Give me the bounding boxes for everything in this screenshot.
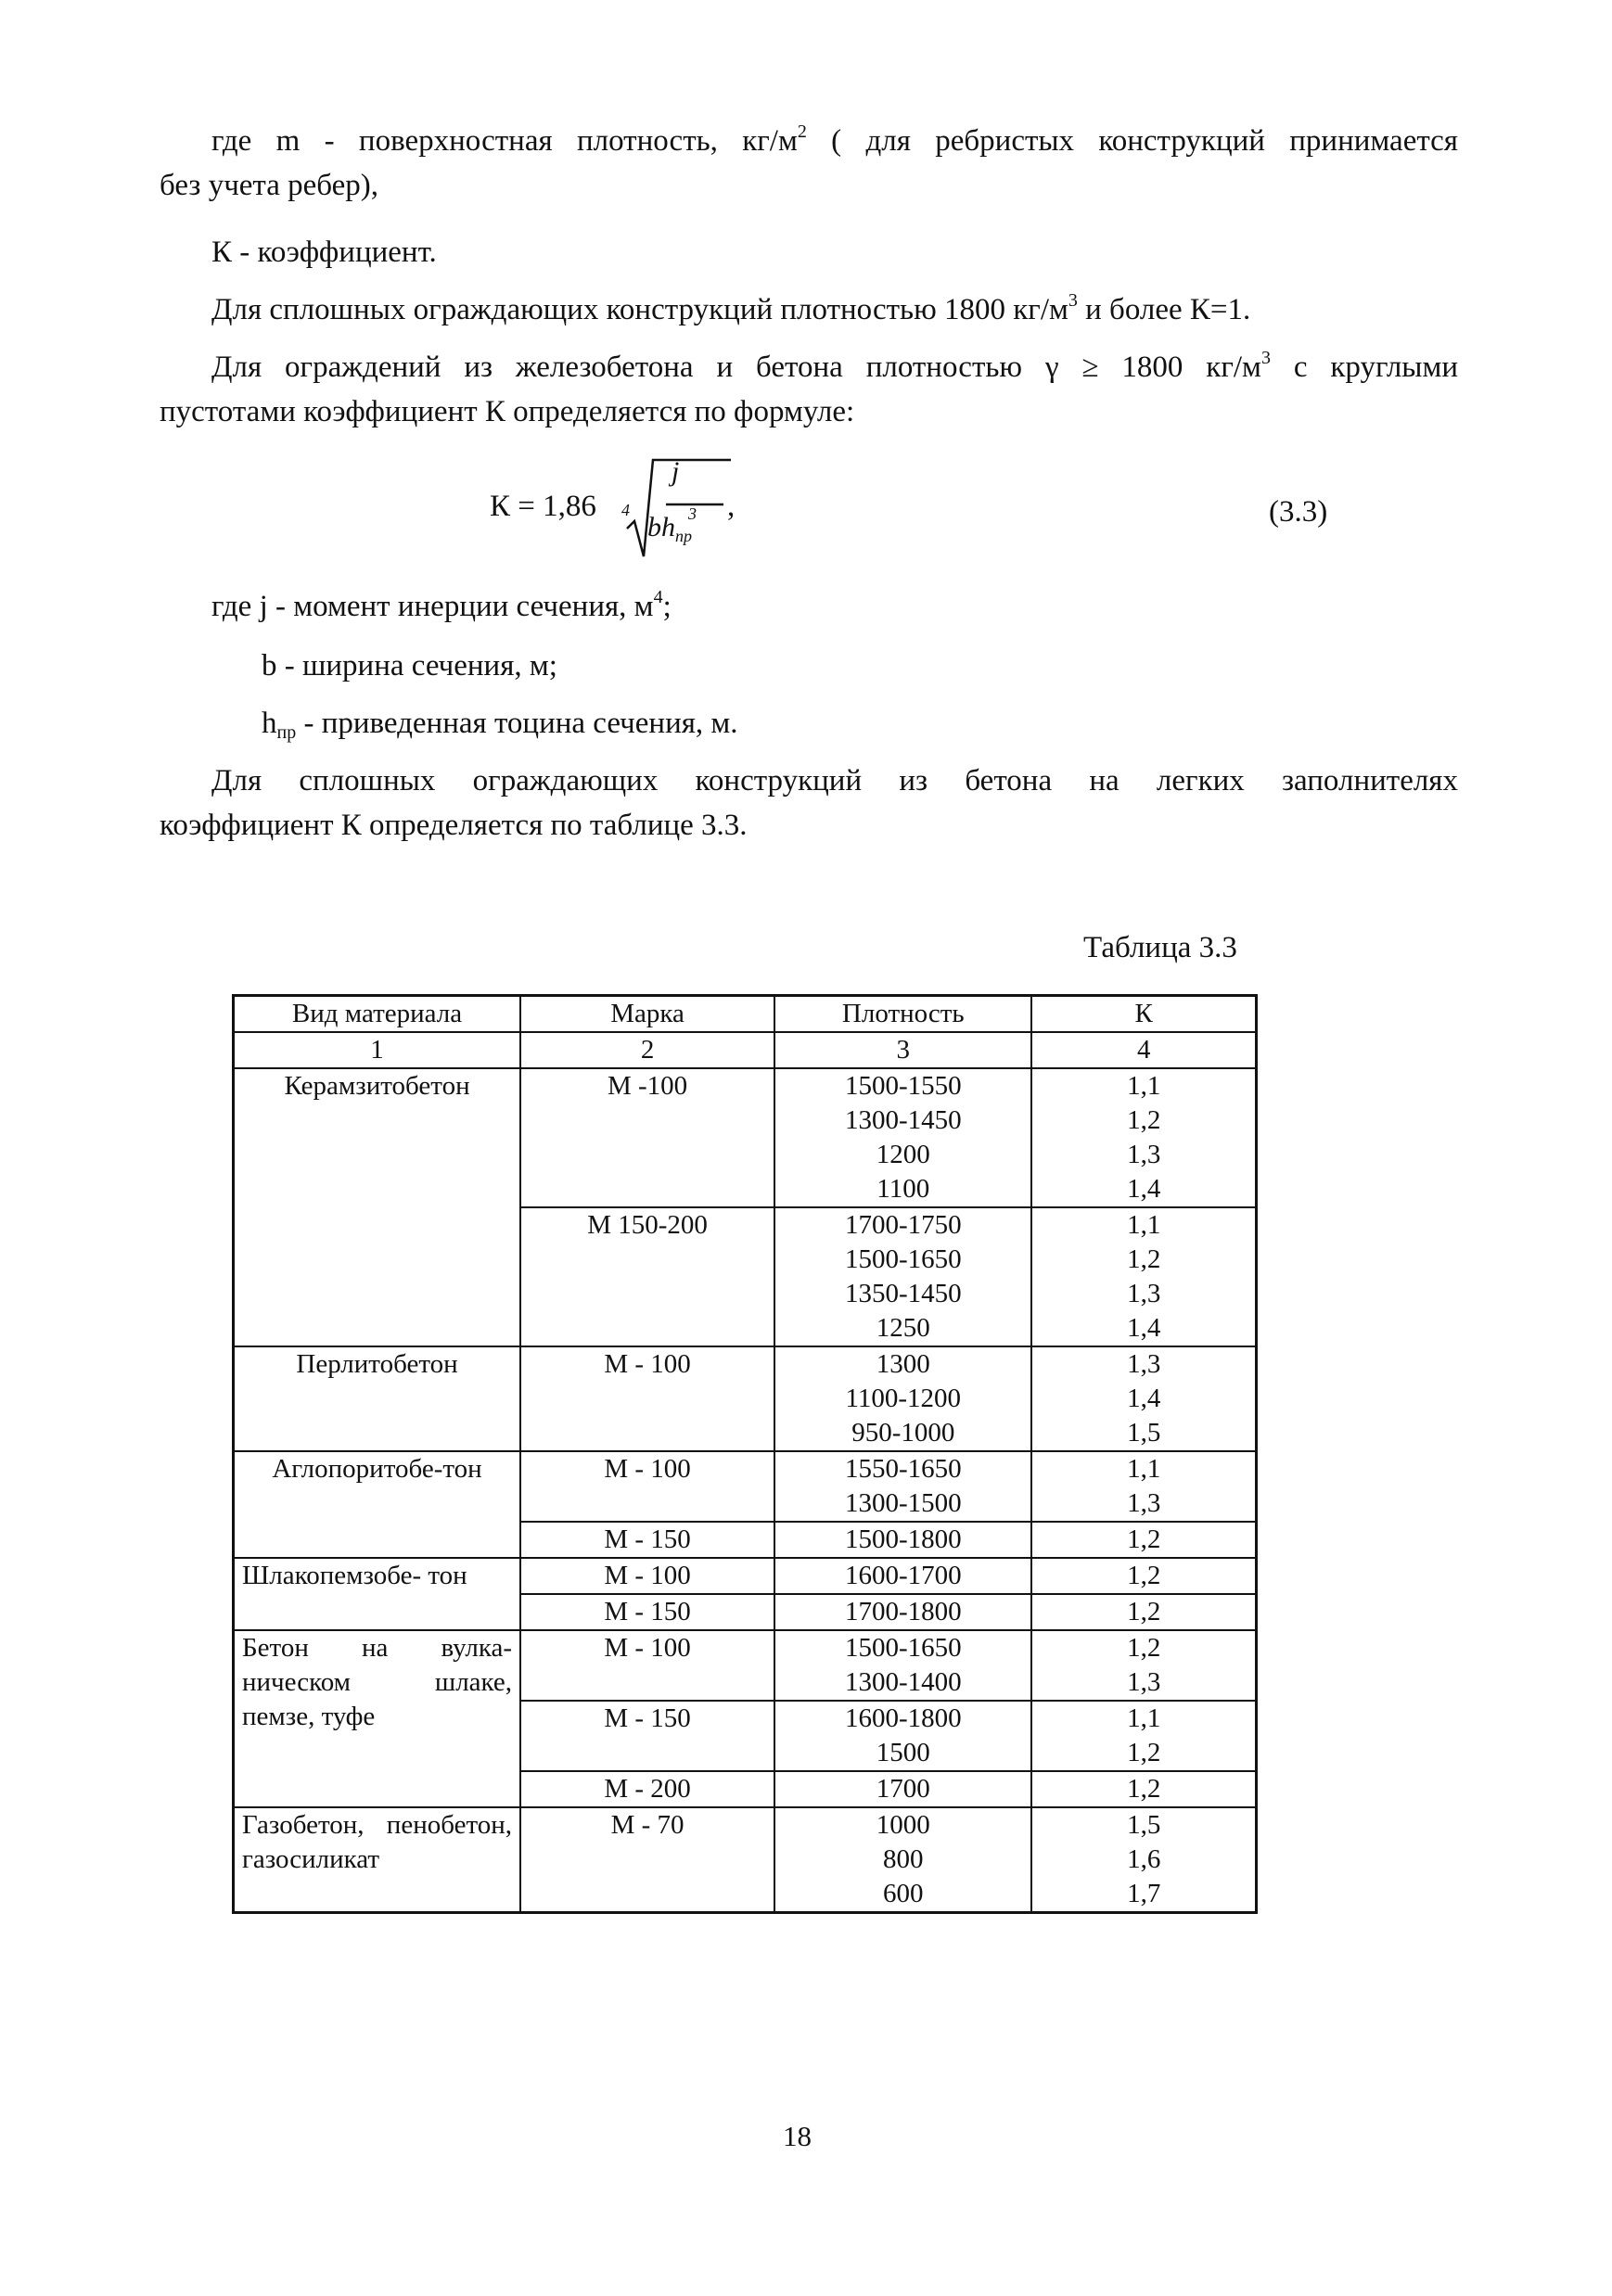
table-header	[234, 996, 1257, 1069]
density-cell: 1300-1400	[774, 1665, 1031, 1701]
superscript: 3	[1260, 348, 1271, 368]
material-cell: Шлакопемзобе- тон	[234, 1558, 521, 1630]
radical-sign-icon	[490, 453, 787, 564]
density-cell: 950-1000	[774, 1416, 1031, 1451]
column-number: 3	[774, 1032, 1031, 1068]
paragraph-line	[160, 119, 1458, 163]
formula-denominator	[647, 504, 697, 545]
coefficient-cell: 1,3	[1031, 1486, 1256, 1522]
coefficient-cell: 1,6	[1031, 1843, 1256, 1877]
superscript: 3	[1068, 290, 1078, 311]
column-number: 2	[520, 1032, 774, 1068]
formula-comma: ,	[727, 490, 736, 523]
density-cell: 1700	[774, 1771, 1031, 1807]
coefficient-cell: 1,1	[1031, 1701, 1256, 1736]
coefficient-cell: 1,4	[1031, 1382, 1256, 1416]
formula-3-3	[490, 453, 787, 564]
table-row	[234, 1068, 1257, 1103]
superscript: 3	[688, 504, 697, 523]
density-cell: 1550-1650	[774, 1451, 1031, 1486]
coefficient-cell: 1,1	[1031, 1451, 1256, 1486]
grade-cell: М - 100	[520, 1346, 774, 1451]
paragraph-line: без учета ребер),	[160, 169, 379, 202]
material-cell: Перлитобетон	[234, 1346, 521, 1451]
density-cell: 1200	[774, 1138, 1031, 1172]
coefficient-cell: 1,2	[1031, 1522, 1256, 1558]
paragraph-line: Для сплошных ограждающих конструкций из бетона на легких заполнителях	[211, 764, 1458, 797]
paragraph-surface-density	[160, 119, 1458, 208]
coefficient-cell: 1,2	[1031, 1630, 1256, 1665]
table-row	[234, 1630, 1257, 1665]
definition-h	[262, 701, 738, 746]
table-caption: Таблица 3.3	[1083, 931, 1237, 964]
paragraph-line	[160, 345, 1458, 389]
table-body	[234, 1068, 1257, 1913]
coefficient-cell: 1,2	[1031, 1736, 1256, 1771]
density-cell: 1500-1650	[774, 1630, 1031, 1665]
definition-j	[211, 584, 672, 629]
coefficient-cell: 1,4	[1031, 1172, 1256, 1207]
density-cell: 1100-1200	[774, 1382, 1031, 1416]
coefficient-cell: 1,5	[1031, 1807, 1256, 1843]
paragraph-lightweight-concrete	[160, 759, 1458, 848]
column-header: К	[1031, 996, 1256, 1033]
density-cell: 600	[774, 1877, 1031, 1913]
density-cell: 1600-1700	[774, 1558, 1031, 1594]
grade-cell: М -100	[520, 1068, 774, 1207]
material-cell: Аглопоритобе-тон	[234, 1451, 521, 1558]
coefficient-cell: 1,4	[1031, 1311, 1256, 1346]
grade-cell: М 150-200	[520, 1207, 774, 1346]
paragraph-reinforced-concrete	[160, 345, 1458, 434]
density-cell: 1500-1550	[774, 1068, 1031, 1103]
column-header: Марка	[520, 996, 774, 1033]
density-cell: 1300-1500	[774, 1486, 1031, 1522]
text-run: где j - момент инерции сечения, м	[211, 590, 654, 623]
grade-cell: М - 150	[520, 1594, 774, 1630]
text-run: ( для ребристых конструкций принимается	[806, 124, 1458, 158]
paragraph-solid-structures	[211, 287, 1250, 332]
density-cell: 1500-1650	[774, 1243, 1031, 1277]
material-cell: Керамзитобетон	[234, 1068, 521, 1346]
column-number: 1	[234, 1032, 521, 1068]
coefficient-cell: 1,2	[1031, 1243, 1256, 1277]
page-number: 18	[783, 2120, 812, 2152]
text-run: - приведенная тоцина сечения, м.	[296, 707, 738, 740]
root-index: 4	[621, 501, 630, 519]
column-header: Плотность	[774, 996, 1031, 1033]
formula-number: (3.3)	[1269, 495, 1328, 529]
density-cell: 1500	[774, 1736, 1031, 1771]
grade-cell: М - 150	[520, 1522, 774, 1558]
material-cell: Бетон на вулка- ническом шлаке, пемзе, туфе	[234, 1630, 521, 1807]
text-run: и более К=1.	[1077, 293, 1251, 326]
density-cell: 1600-1800	[774, 1701, 1031, 1736]
paragraph-line: пустотами коэффициент К определяется по формуле:	[160, 395, 855, 428]
subscript: пр	[675, 527, 692, 545]
formula-lhs: К = 1,86	[490, 490, 596, 523]
density-cell: 1100	[774, 1172, 1031, 1207]
definition-b: b - ширина сечения, м;	[262, 649, 557, 682]
paragraph-line: коэффициент К определяется по таблице 3.3.	[160, 809, 748, 842]
grade-cell: М - 100	[520, 1451, 774, 1522]
text-run: с круглыми	[1270, 351, 1458, 384]
text-run: Для сплошных ограждающих конструкций плотностью 1800 кг/м	[211, 293, 1068, 326]
coefficient-cell: 1,3	[1031, 1138, 1256, 1172]
coefficient-cell: 1,3	[1031, 1346, 1256, 1382]
superscript: 4	[653, 587, 663, 607]
density-cell: 1700-1800	[774, 1594, 1031, 1630]
grade-cell: М - 70	[520, 1807, 774, 1913]
density-cell: 1300-1450	[774, 1103, 1031, 1138]
table-row	[234, 1451, 1257, 1486]
density-cell: 1700-1750	[774, 1207, 1031, 1243]
grade-cell: М - 200	[520, 1771, 774, 1807]
superscript: 2	[797, 121, 807, 142]
coefficient-cell: 1,1	[1031, 1207, 1256, 1243]
coefficient-cell: 1,1	[1031, 1068, 1256, 1103]
density-cell: 1500-1800	[774, 1522, 1031, 1558]
coefficient-cell: 1,3	[1031, 1665, 1256, 1701]
density-cell: 1300	[774, 1346, 1031, 1382]
coefficient-cell: 1,2	[1031, 1103, 1256, 1138]
formula-numerator: j	[672, 456, 680, 487]
column-header: Вид материала	[234, 996, 521, 1033]
subscript: пр	[276, 722, 297, 743]
grade-cell: М - 100	[520, 1558, 774, 1594]
density-cell: 1000	[774, 1807, 1031, 1843]
text-run: bh	[647, 512, 675, 542]
text-run: ;	[662, 590, 672, 623]
coefficient-cell: 1,5	[1031, 1416, 1256, 1451]
table-row	[234, 1558, 1257, 1594]
density-cell: 800	[774, 1843, 1031, 1877]
table-row	[234, 1346, 1257, 1382]
grade-cell: М - 100	[520, 1630, 774, 1701]
grade-cell: М - 150	[520, 1701, 774, 1771]
coefficient-cell: 1,3	[1031, 1277, 1256, 1311]
coefficient-cell: 1,7	[1031, 1877, 1256, 1913]
density-cell: 1250	[774, 1311, 1031, 1346]
text-run: h	[262, 707, 277, 740]
coefficient-cell: 1,2	[1031, 1594, 1256, 1630]
text-run: где m - поверхностная плотность, кг/м	[211, 124, 798, 158]
coefficient-table	[232, 994, 1258, 1914]
coefficient-cell: 1,2	[1031, 1558, 1256, 1594]
text-run: Для ограждений из железобетона и бетона плотностью γ ≥ 1800 кг/м	[211, 351, 1261, 384]
material-cell: Газобетон, пенобетон, газосиликат	[234, 1807, 521, 1913]
column-number: 4	[1031, 1032, 1256, 1068]
definition-k: К - коэффициент.	[211, 236, 437, 269]
coefficient-cell: 1,2	[1031, 1771, 1256, 1807]
density-cell: 1350-1450	[774, 1277, 1031, 1311]
table-row	[234, 1807, 1257, 1843]
